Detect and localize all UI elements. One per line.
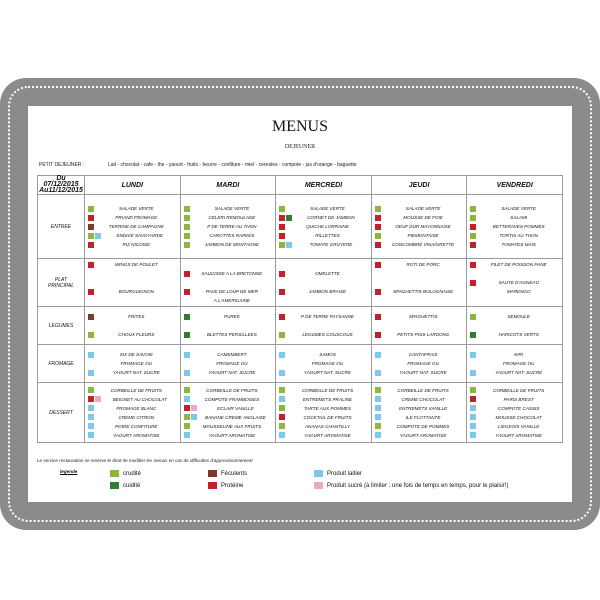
dish-item [276,413,371,422]
menu-cell [276,307,372,345]
dish-item [467,269,562,278]
dish-item [85,422,180,431]
dish-name: A L'AMERICAINE [213,298,250,303]
placemat [0,78,600,530]
menu-cell [180,307,276,345]
dish-item [467,260,562,269]
dish-item [276,395,371,404]
dish-item [372,213,467,222]
dish-name: TORTIS AU THON [499,233,538,238]
legend-swatch [110,470,119,477]
category-marker [88,396,94,402]
dish-item [85,231,180,240]
dish-name: JAMBON BRAISE [308,289,347,294]
dish-item [467,330,562,339]
menu-cell [276,259,372,307]
dish-item [372,422,467,431]
dish-item [372,359,467,368]
dish-name: FROMAGE OU [120,361,152,366]
menu-cell [85,345,181,383]
dish-item [85,359,180,368]
dish-name: YAOURT AROMATISE [208,432,256,438]
dish-name: ILE FLOTTANTE [405,414,441,420]
dish-item [181,269,276,278]
day-header: VENDREDI [467,176,563,195]
legend-label: crudité [123,470,142,477]
dish-item [181,278,276,287]
dish-name: CANTAFRAIS [408,352,438,357]
row-label [38,345,85,383]
dish-name: P DE TERRE PAYSANNE [300,314,354,319]
dish-item [276,231,371,240]
row-label [38,307,85,345]
dish-item [181,330,276,339]
dish-item [467,422,562,431]
dish-item [181,296,276,305]
dish-name: SALADE VERTE [214,206,250,211]
dish-item [181,312,276,321]
legend-label: Produit sucré (à limiter : une fois de temps en temps, pour le plaisir!) [327,482,509,489]
dish-item [372,404,467,413]
dish-name: TOMATES MAIS [501,242,536,247]
dish-item [181,260,276,269]
dish-item [467,413,562,422]
header-row [38,176,563,195]
dish-name: COMPOTE DE POMMES [396,423,450,429]
dish-item [276,404,371,413]
dish-item [372,287,467,296]
dish-name: CREME CITRON [118,414,155,420]
dish-item [181,395,276,404]
dish-item [467,240,562,249]
dish-item [372,296,467,305]
dish-name: SALADE VERTE [118,206,154,211]
dish-item [85,321,180,330]
dish-item [372,260,467,269]
dish-item [372,204,467,213]
dish-name: ENDIVE SAVOYARDE [116,233,164,238]
dish-name: PRIAND FROMAGE [115,215,158,220]
legend-label: Féculents [221,470,248,477]
dish-item [85,395,180,404]
dish-name: ANANAS CHANTILLY [304,423,350,429]
menu-cell [85,195,181,259]
dish-name: CORBEILLE DE FRUITS [110,387,162,393]
day-header: MERCREDI [276,176,372,195]
dish-item [372,350,467,359]
dish-item [467,287,562,296]
dish-item [372,413,467,422]
legend-swatch [110,482,119,489]
menu-row [38,195,563,259]
day-header: JEUDI [371,176,467,195]
menu-cell [467,383,563,443]
dish-name: FROMAGE OU [216,361,248,366]
dish-item [372,312,467,321]
menu-cell [85,307,181,345]
day-header: LUNDI [85,176,181,195]
category-marker [184,414,190,420]
date-to: Au11/12/2015 [39,187,83,194]
dish-name: CHOUX FLEURS [118,332,155,337]
dish-item [181,213,276,222]
dish-item [85,278,180,287]
dish-item [276,330,371,339]
dish-item [467,431,562,440]
dish-name: PUREE [223,314,240,319]
dish-item [276,296,371,305]
dish-item [467,312,562,321]
row-label-line: PRINCIPAL [47,282,75,289]
dish-name: YAOURT AROMATISE [112,432,160,438]
menu-cell [371,345,467,383]
dish-name: ENTREMETS PRALINE [302,396,353,402]
legend-swatch [314,482,323,489]
dish-item [276,359,371,368]
dish-item [467,404,562,413]
dish-item [181,404,276,413]
dish-item [467,395,562,404]
menu-cell [276,383,372,443]
notice-text: Le service restauration se reserve le droit de modifier les menus en cas de difficultes d'approvisionnement [37,458,253,463]
dish-name: YAOURT AROMATISE [399,432,447,438]
dish-item [276,422,371,431]
legend-item [208,482,243,489]
row-label [38,383,85,443]
dish-item [181,413,276,422]
dish-name: OMELETTE [315,271,340,276]
legend-swatch [314,470,323,477]
dish-name: FROMAGE OU [502,361,535,366]
category-marker [88,233,94,239]
dish-name: POIRE CONFITURE [115,423,158,429]
dish-item [276,260,371,269]
dish-name: CREME CHOCOLAT [401,396,445,402]
dish-item [181,350,276,359]
legend-item [208,470,247,477]
menu-cell [371,259,467,307]
dish-name: YAOURT AROMATISE [495,432,542,438]
dish-name: SPAGHETTIS BOLOGNAISE [392,289,454,294]
dish-item [85,269,180,278]
dish-name: SAUTE D'AGNEAU [498,280,539,285]
dish-item [85,296,180,305]
dish-name: CONCOMBRE VINAIGRETTE [391,242,455,247]
dish-item [85,222,180,231]
dish-name: TERRINE DE CAMPAGNE [108,224,164,229]
legend-label: Protéine [221,482,244,489]
menu-cell [467,307,563,345]
dish-name: OEUF DUR MAYONNAISE [395,224,451,229]
menu-row [38,383,563,443]
legend-title: legende [60,469,78,474]
dish-item [85,213,180,222]
dish-item [467,321,562,330]
dish-name: LEGUMES COUSCOUS [302,332,353,337]
dish-name: CORBEILLE DE FRUITS [493,387,545,393]
menu-cell [180,383,276,443]
dish-item [181,359,276,368]
menu-cell [180,345,276,383]
dish-name: COMPOTE FRAMBOISES [204,396,260,402]
dish-name: BLETTES PERSILLEES [206,332,257,337]
dish-item [467,213,562,222]
dish-name: RILLETTES [315,233,340,238]
dish-item [467,278,562,287]
dish-name: ECLAIR VANILLE [217,405,254,411]
menu-cell [180,259,276,307]
dish-item [181,204,276,213]
row-label-line: ENTREE [50,223,72,230]
dish-name: TOMATE GRUYERE [309,242,353,247]
row-label-line: LEGUMES [48,322,74,329]
dish-name: BOURGUIGNON [118,289,154,294]
dish-name: YAOURT NAT. SUCRE [303,370,352,375]
dish-item [85,260,180,269]
dish-item [181,231,276,240]
dish-item [85,413,180,422]
menu-row [38,345,563,383]
menu-cell [467,345,563,383]
dish-name: CORBEILLE DE FRUITS [301,387,354,393]
dish-item [372,386,467,395]
dish-item [276,350,371,359]
dish-item [276,269,371,278]
dish-name: WINGS DE POULET [114,262,158,267]
dish-name: LIEGEOIS VANILLE [498,423,540,429]
dish-item [181,431,276,440]
legend-label: Produit laitier [327,470,363,477]
legend-item [110,482,140,489]
dish-name: JAMBON DE MONTAGNE [204,242,260,247]
dish-item [276,431,371,440]
legend-item [314,470,362,477]
page-title: MENUS [271,118,328,135]
dish-name: ROTI DE PORC [406,262,440,267]
dish-item [85,287,180,296]
page-subtitle: DEJEUNER [284,144,316,150]
menu-cell [276,195,372,259]
dish-item [467,350,562,359]
dish-item [276,368,371,377]
menu-cell [371,383,467,443]
dish-name: MARENGO [506,289,531,294]
dish-name: COMPOTE CASSIS [498,405,540,411]
menu-sheet [28,106,572,502]
dish-item [181,386,276,395]
dish-item [276,222,371,231]
dish-name: KIRI [514,352,524,357]
dish-item [467,231,562,240]
menu-cell [276,345,372,383]
row-label [38,259,85,307]
dish-name: SALADE VERTE [405,206,441,211]
dish-item [372,269,467,278]
dish-name: CAROTTES RAPEES [209,233,255,238]
dish-item [372,321,467,330]
legend-item [110,470,141,477]
dish-name: TARTE AUX POMMES [304,405,351,411]
dish-item [372,278,467,287]
category-marker [184,405,190,411]
dish-name: QUICHE LORRAINE [306,224,349,229]
dish-name: ENTREMETS VANILLE [398,405,448,411]
dish-name: YAOURT AROMATISE [304,432,351,438]
dish-name: FROMAGE OU [311,361,344,366]
category-marker [279,215,285,221]
dish-name: YAOURT NAT. SUCRE [495,370,543,375]
legend-label: cuidité [123,482,141,489]
dish-item [372,395,467,404]
dish-item [181,321,276,330]
dish-name: CELERI REMOULADE [208,215,256,220]
dish-name: MOUSSELINE AUX FRUITS [202,423,262,429]
dish-item [85,404,180,413]
menu-cell [85,383,181,443]
dish-item [372,231,467,240]
dish-name: SAUCISSE A LA BRETONNE [201,271,263,276]
dish-item [85,368,180,377]
dish-name: COCKTAIL DE FRUITS [303,414,352,420]
day-header: MARDI [180,176,276,195]
dish-item [467,368,562,377]
dish-name: SALAMI [510,215,528,220]
menu-row [38,259,563,307]
dish-name: PAVE DE LOUP DE MER [205,289,258,294]
dish-item [276,278,371,287]
dish-name: CORBEILLE DE FRUITS [397,387,449,393]
dish-item [181,287,276,296]
dish-name: CORNET DE JAMBON [307,215,355,220]
dish-item [181,368,276,377]
legend [60,468,540,500]
dish-item [85,312,180,321]
dish-name: YAOURT NAT. SUCRE [112,370,160,375]
row-label [38,195,85,259]
row-label-line: FROMAGE [48,360,74,367]
dish-item [372,330,467,339]
dish-item [85,204,180,213]
dish-item [276,204,371,213]
dish-item [276,321,371,330]
dish-item [467,359,562,368]
menu-cell [180,195,276,259]
dish-name: CORBEILLE DE FRUITS [206,387,258,393]
category-marker [279,242,285,248]
petit-dejeuner-label: PETIT DEJEUNER : [39,162,85,168]
dish-item [85,431,180,440]
dish-item [467,386,562,395]
menu-table [37,175,563,443]
date-range [38,176,85,195]
dish-item [276,287,371,296]
legend-item [314,482,508,489]
dish-item [276,386,371,395]
dish-name: SALADE VERTE [310,206,345,211]
dish-name: SPAGHETTIS [408,314,438,319]
dish-name: YAOURT NAT. SUCRE [399,370,447,375]
dish-item [85,350,180,359]
dish-name: CAMEMBERT [217,352,247,357]
dish-item [181,240,276,249]
dish-name: PIEMONTAISE [407,233,439,238]
dish-name: SIX DE SAVOIE [119,352,153,357]
menu-cell [467,259,563,307]
dish-item [181,422,276,431]
dish-name: BETTERAVES POMMES [492,224,545,229]
dish-item [467,204,562,213]
dish-item [85,330,180,339]
row-label-line: DESSERT [49,409,73,416]
dish-name: SALADE VERTE [501,206,536,211]
dish-name: BEIGNET AU CHOCOLAT [112,396,167,402]
dish-name: SAMOS [319,352,336,357]
dish-name: FRITES [128,314,145,319]
dish-name: FROMAGE OU [407,361,439,366]
date-from: Du 07/12/2015 [43,175,79,188]
dish-name: RIZ NICOISE [122,242,151,247]
legend-swatch [208,470,217,477]
dish-item [276,312,371,321]
dish-item [372,222,467,231]
row-label-line: PLAT [54,276,68,283]
dish-name: SEMOULE [507,314,530,319]
dish-name: FILET DE POISSON PANE [490,262,547,267]
dish-name: MOUSSE DE FOIE [403,215,443,220]
dish-name: MOUSSE CHOCOLAT [495,414,542,420]
dish-name: BANANE CREME ANGLAISE [204,414,266,420]
dish-item [181,222,276,231]
dish-name: PETITS POIS LARDONS [397,332,449,337]
menu-cell [467,195,563,259]
dish-item [372,368,467,377]
dish-item [372,431,467,440]
dish-name: YAOURT NAT. SUCRE [208,370,256,375]
legend-swatch [208,482,217,489]
dish-item [467,296,562,305]
dish-item [467,222,562,231]
dish-item [276,213,371,222]
dish-item [372,240,467,249]
dish-name: FROMAGE BLANC [116,405,157,411]
dish-item [85,240,180,249]
dish-name: HARICOTS VERTS [498,332,539,337]
menu-row [38,307,563,345]
petit-dejeuner-items: Lait - chocolat - cafe - the - yaourt - fruits - beurre - confiture - miel - cereales - compote - jus d'orange - baguette [108,162,357,168]
menu-cell [371,307,467,345]
menu-cell [85,259,181,307]
dish-item [276,240,371,249]
menu-cell [371,195,467,259]
dish-name: PARIS BREST [503,396,534,402]
dish-item [85,386,180,395]
dish-name: P DE TERRE AU THON [207,224,257,229]
